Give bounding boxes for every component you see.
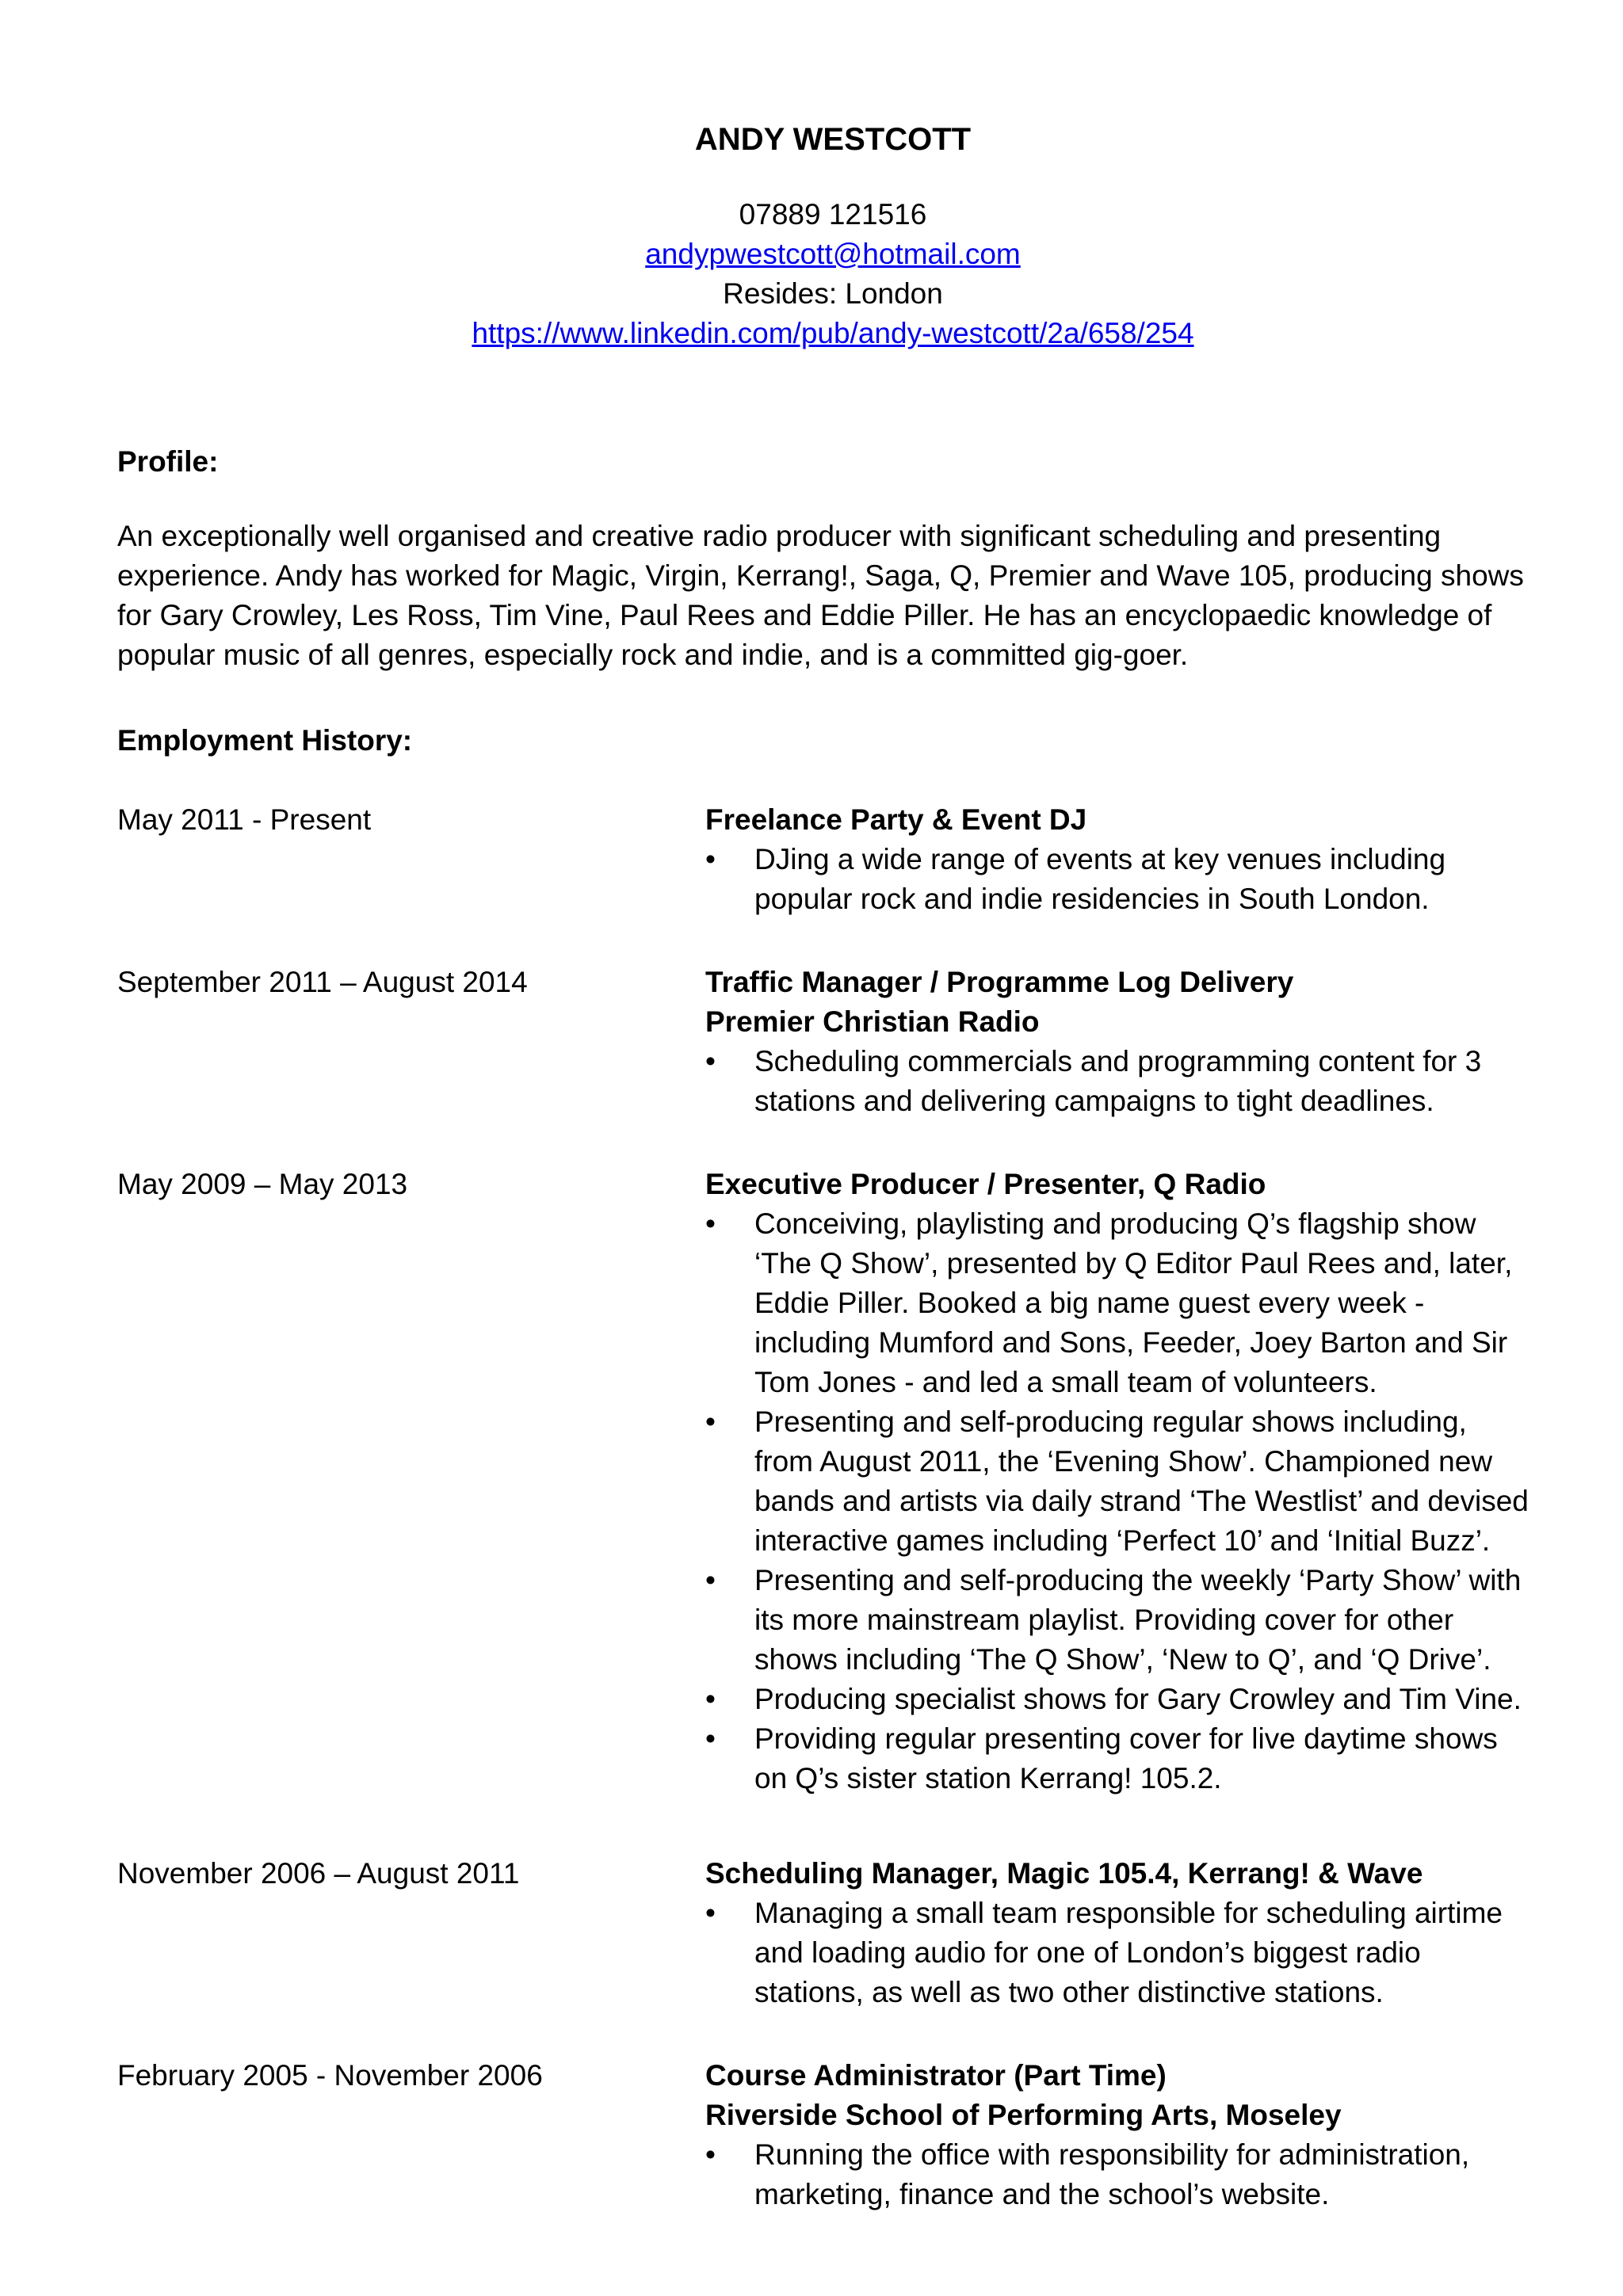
job-bullets xyxy=(705,1894,1545,2012)
job-date: May 2009 – May 2013 xyxy=(117,1168,408,1200)
job-employer: Riverside School of Performing Arts, Moseley xyxy=(705,2099,1342,2131)
job-bullet xyxy=(705,1894,1545,2012)
bullet-line: • Running the office with responsibility for administration, xyxy=(754,2138,1470,2171)
bullet-line: marketing, finance and the school’s website. xyxy=(754,2178,1330,2210)
job-bullet xyxy=(705,1561,1545,1680)
job-details xyxy=(705,1854,1545,2012)
bullet-line: • Producing specialist shows for Gary Crowley and Tim Vine. xyxy=(754,1683,1522,1715)
bullet-line: • Managing a small team responsible for scheduling airtime xyxy=(754,1897,1503,1929)
bullet-line: • Conceiving, playlisting and producing Q’s flagship show xyxy=(754,1207,1476,1240)
job-date: November 2006 – August 2011 xyxy=(117,1857,520,1890)
residence: Resides: London xyxy=(723,277,943,310)
candidate-name: ANDY WESTCOTT xyxy=(694,122,972,157)
bullet-line: • DJing a wide range of events at key venues including xyxy=(754,843,1446,875)
bullet-line: ‘The Q Show’, presented by Q Editor Paul Rees and, later, xyxy=(754,1247,1513,1280)
employment-heading: Employment History: xyxy=(117,724,413,757)
job-bullets xyxy=(705,1042,1545,1121)
email-link[interactable]: andypwestcott@hotmail.com xyxy=(645,238,1021,270)
bullet-line: from August 2011, the ‘Evening Show’. Championed new xyxy=(754,1445,1493,1478)
bullet-line: interactive games including ‘Perfect 10’ and ‘Initial Buzz’. xyxy=(754,1524,1491,1557)
profile-text xyxy=(117,517,1544,675)
bullet-line: Eddie Piller. Booked a big name guest every week - xyxy=(754,1287,1425,1319)
job-title: Traffic Manager / Programme Log Delivery xyxy=(705,966,1294,998)
job-bullet xyxy=(705,1719,1545,1798)
bullet-line: its more mainstream playlist. Providing cover for other xyxy=(754,1604,1454,1636)
bullet-line: on Q’s sister station Kerrang! 105.2. xyxy=(754,1762,1222,1794)
job-bullet xyxy=(705,1042,1545,1121)
job-details xyxy=(705,1165,1545,1798)
job-bullet xyxy=(705,840,1545,919)
bullet-line: • Presenting and self-producing regular shows including, xyxy=(754,1405,1467,1438)
bullet-line: • Scheduling commercials and programming content for 3 xyxy=(754,1045,1482,1077)
job-bullets xyxy=(705,840,1545,919)
job-title: Scheduling Manager, Magic 105.4, Kerrang! & Wave xyxy=(705,1857,1423,1890)
job-date: May 2011 - Present xyxy=(117,803,372,836)
job-bullet xyxy=(705,1204,1545,1402)
bullet-line: Tom Jones - and led a small team of volunteers. xyxy=(754,1366,1377,1398)
profile-heading: Profile: xyxy=(117,445,219,478)
bullet-line: popular rock and indie residencies in South London. xyxy=(754,883,1430,915)
bullet-line: bands and artists via daily strand ‘The Westlist’ and devised xyxy=(754,1485,1529,1517)
bullet-line: • Presenting and self-producing the weekly ‘Party Show’ with xyxy=(754,1564,1522,1596)
job-title: Course Administrator (Part Time) xyxy=(705,2059,1167,2092)
job-title: Executive Producer / Presenter, Q Radio xyxy=(705,1168,1266,1200)
job-title: Freelance Party & Event DJ xyxy=(705,803,1087,836)
job-details xyxy=(705,800,1545,919)
bullet-line: shows including ‘The Q Show’, ‘New to Q’, and ‘Q Drive’. xyxy=(754,1643,1491,1676)
job-details xyxy=(705,2056,1545,2214)
linkedin-link[interactable]: https://www.linkedin.com/pub/andy-westcott/2a/658/254 xyxy=(472,317,1194,349)
job-bullet xyxy=(705,1402,1545,1561)
job-bullets xyxy=(705,1204,1545,1798)
bullet-line: and loading audio for one of London’s biggest radio xyxy=(754,1936,1421,1969)
job-employer: Premier Christian Radio xyxy=(705,1005,1040,1038)
bullet-line: stations and delivering campaigns to tight deadlines. xyxy=(754,1085,1434,1117)
job-date: September 2011 – August 2014 xyxy=(117,966,528,998)
bullet-line: • Providing regular presenting cover for live daytime shows xyxy=(754,1722,1498,1755)
profile-line: for Gary Crowley, Les Ross, Tim Vine, Paul Rees and Eddie Piller. He has an encyclopaedic knowledge of xyxy=(117,599,1492,631)
phone-number: 07889 121516 xyxy=(739,198,927,231)
profile-line: An exceptionally well organised and creative radio producer with significant scheduling and presenting xyxy=(117,520,1442,552)
resume-header xyxy=(117,117,1549,353)
profile-line: experience. Andy has worked for Magic, Virgin, Kerrang!, Saga, Q, Premier and Wave 105, producing shows xyxy=(117,559,1524,592)
bullet-line: stations, as well as two other distinctive stations. xyxy=(754,1976,1384,2008)
job-date: February 2005 - November 2006 xyxy=(117,2059,543,2092)
bullet-line: including Mumford and Sons, Feeder, Joey Barton and Sir xyxy=(754,1326,1508,1359)
job-details xyxy=(705,963,1545,1121)
job-bullet xyxy=(705,2135,1545,2214)
profile-line: popular music of all genres, especially rock and indie, and is a committed gig-goer. xyxy=(117,639,1189,671)
job-bullet xyxy=(705,1680,1545,1719)
job-bullets xyxy=(705,2135,1545,2214)
